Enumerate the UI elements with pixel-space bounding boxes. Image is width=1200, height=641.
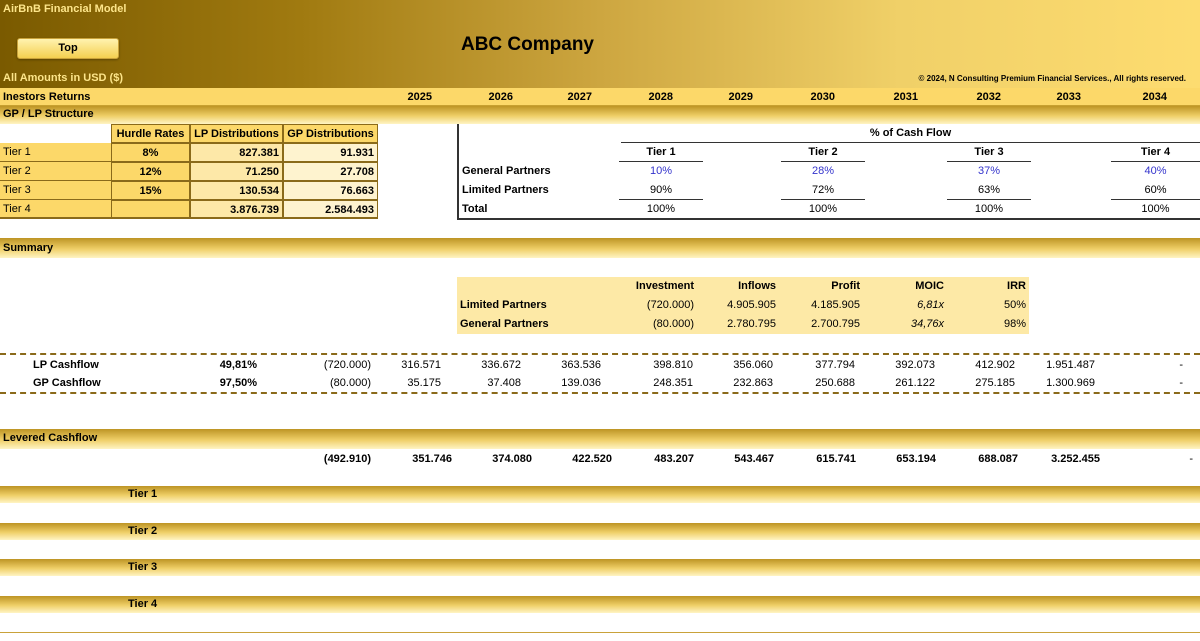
year-label: 2025 xyxy=(407,91,432,103)
summary-header: Investment xyxy=(635,280,694,292)
cashflow-value: - xyxy=(1179,359,1183,371)
tier-section-title: Tier 4 xyxy=(128,598,158,610)
gplp-header-gp: GP Distributions xyxy=(283,124,378,143)
cashflow-tier-header: Tier 4 xyxy=(1111,143,1200,162)
cashflow-value: 250.688 xyxy=(815,377,855,389)
tier-section-title: Tier 1 xyxy=(128,488,158,500)
gplp-lp-dist: 130.534 xyxy=(190,181,283,200)
cashflow-row-label: LP Cashflow xyxy=(33,359,99,371)
company-name: ABC Company xyxy=(460,34,594,55)
year-label: 2028 xyxy=(648,91,673,103)
cashflow-pct-value: 100% xyxy=(1141,203,1170,215)
cashflow-value: 377.794 xyxy=(815,359,855,371)
levered-initial: (492.910) xyxy=(323,453,371,465)
cashflow-value: 248.351 xyxy=(653,377,693,389)
levered-value: 351.746 xyxy=(412,453,452,465)
summary-header: IRR xyxy=(1007,280,1026,292)
partner-cashflow-block xyxy=(0,356,1200,394)
gplp-tier-label: Tier 2 xyxy=(0,162,111,181)
summary-value: (80.000) xyxy=(653,318,694,330)
top-button[interactable]: Top xyxy=(17,38,119,59)
cashflow-row-label: Total xyxy=(462,203,488,215)
cashflow-value: 35.175 xyxy=(407,377,441,389)
summary-header: Profit xyxy=(831,280,860,292)
app-title: AirBnB Financial Model xyxy=(3,3,127,15)
gplp-gp-dist: 76.663 xyxy=(283,181,378,200)
summary-value: 4.905.905 xyxy=(727,299,776,311)
cashflow-value: 139.036 xyxy=(561,377,601,389)
cashflow-pct-value: 63% xyxy=(947,181,1031,200)
gplp-gp-dist: 91.931 xyxy=(283,143,378,162)
cashflow-pct-value: 100% xyxy=(974,203,1004,215)
cashflow-pct-value: 28% xyxy=(811,165,835,177)
levered-value: - xyxy=(1189,453,1193,465)
levered-row xyxy=(0,450,1200,469)
gplp-section-bar xyxy=(0,106,1200,124)
gplp-tier-label: Tier 4 xyxy=(0,200,111,219)
cashflow-value: 1.951.487 xyxy=(1046,359,1095,371)
copyright-notice: © 2024, N Consulting Premium Financial Services., All rights reserved. xyxy=(918,74,1186,83)
cashflow-row-label: General Partners xyxy=(462,165,551,177)
tier-section-bar xyxy=(0,596,1200,613)
cashflow-pct-value: 72% xyxy=(781,181,865,200)
cashflow-irr: 49,81% xyxy=(219,359,257,371)
cashflow-value: - xyxy=(1179,377,1183,389)
summary-header: Inflows xyxy=(738,280,776,292)
cashflow-value: 398.810 xyxy=(653,359,693,371)
years-row-label: Inestors Returns xyxy=(3,91,91,103)
summary-value: 2.700.795 xyxy=(811,318,860,330)
summary-table xyxy=(457,277,1029,334)
cashflow-irr: 97,50% xyxy=(219,377,257,389)
gplp-tier-label: Tier 1 xyxy=(0,143,111,162)
cashflow-row-label: Limited Partners xyxy=(462,184,549,196)
cashflow-pct-value: 40% xyxy=(1144,165,1167,177)
tier-section-title: Tier 2 xyxy=(128,525,158,537)
cashflow-initial: (720.000) xyxy=(323,359,371,371)
levered-section-bar xyxy=(0,429,1200,449)
levered-value: 483.207 xyxy=(654,453,694,465)
gplp-table xyxy=(0,124,378,219)
levered-value: 374.080 xyxy=(492,453,532,465)
cashflow-pct-table xyxy=(457,124,1200,220)
gplp-hurdle xyxy=(111,200,190,219)
summary-value: 4.185.905 xyxy=(811,299,860,311)
levered-value: 3.252.455 xyxy=(1051,453,1100,465)
summary-value: (720.000) xyxy=(646,299,694,311)
levered-value: 422.520 xyxy=(572,453,612,465)
levered-value: 653.194 xyxy=(896,453,936,465)
year-label: 2033 xyxy=(1056,91,1081,103)
gplp-hurdle: 8% xyxy=(111,143,190,162)
cashflow-pct-value: 90% xyxy=(619,181,703,200)
cashflow-tier-header: Tier 1 xyxy=(619,143,703,162)
cashflow-value: 316.571 xyxy=(401,359,441,371)
years-header-row xyxy=(0,88,1200,106)
tier-section-bar xyxy=(0,523,1200,540)
gplp-section-title: GP / LP Structure xyxy=(3,108,94,120)
summary-value: 34,76x xyxy=(910,318,944,330)
cashflow-pct-value: 37% xyxy=(977,165,1001,177)
cashflow-row-label: GP Cashflow xyxy=(33,377,101,389)
gplp-lp-dist: 71.250 xyxy=(190,162,283,181)
gplp-hurdle: 15% xyxy=(111,181,190,200)
levered-value: 543.467 xyxy=(734,453,774,465)
currency-note: All Amounts in USD ($) xyxy=(3,72,123,84)
cashflow-value: 412.902 xyxy=(975,359,1015,371)
cashflow-value: 1.300.969 xyxy=(1046,377,1095,389)
cashflow-value: 356.060 xyxy=(733,359,773,371)
year-label: 2034 xyxy=(1142,91,1167,103)
cashflow-value: 37.408 xyxy=(487,377,521,389)
cashflow-value: 275.185 xyxy=(975,377,1015,389)
gplp-header-hurdle: Hurdle Rates xyxy=(111,124,190,143)
year-label: 2029 xyxy=(728,91,753,103)
cashflow-value: 392.073 xyxy=(895,359,935,371)
gplp-gp-dist: 27.708 xyxy=(283,162,378,181)
year-label: 2026 xyxy=(488,91,513,103)
divider xyxy=(0,392,1200,394)
year-label: 2031 xyxy=(893,91,918,103)
summary-row-label: General Partners xyxy=(460,318,549,330)
cashflow-initial: (80.000) xyxy=(330,377,371,389)
levered-section-title: Levered Cashflow xyxy=(3,432,98,444)
year-label: 2027 xyxy=(567,91,592,103)
summary-header: MOIC xyxy=(915,280,944,292)
tier-section-bar xyxy=(0,559,1200,576)
cashflow-tier-header: Tier 2 xyxy=(781,143,865,162)
levered-value: 688.087 xyxy=(978,453,1018,465)
cashflow-pct-value: 100% xyxy=(808,203,838,215)
year-label: 2030 xyxy=(810,91,835,103)
gplp-hurdle: 12% xyxy=(111,162,190,181)
bottom-border xyxy=(0,632,1200,633)
cashflow-pct-title: % of Cash Flow xyxy=(621,124,1200,143)
gplp-lp-dist: 827.381 xyxy=(190,143,283,162)
summary-value: 2.780.795 xyxy=(727,318,776,330)
cashflow-tier-header: Tier 3 xyxy=(947,143,1031,162)
cashflow-value: 232.863 xyxy=(733,377,773,389)
summary-row-label: Limited Partners xyxy=(460,299,547,311)
gplp-gp-dist: 2.584.493 xyxy=(283,200,378,219)
divider xyxy=(0,353,1200,355)
gplp-tier-label: Tier 3 xyxy=(0,181,111,200)
levered-value: 615.741 xyxy=(816,453,856,465)
summary-value: 98% xyxy=(1003,318,1026,330)
tier-section-bar xyxy=(0,486,1200,503)
summary-value: 50% xyxy=(1003,299,1026,311)
summary-value: 6,81x xyxy=(917,299,944,311)
cashflow-value: 336.672 xyxy=(481,359,521,371)
gplp-header-lp: LP Distributions xyxy=(190,124,283,143)
summary-section-title: Summary xyxy=(3,242,54,254)
summary-section-bar xyxy=(0,238,1200,258)
cashflow-pct-value: 10% xyxy=(649,165,673,177)
cashflow-pct-value: 100% xyxy=(646,203,676,215)
cashflow-pct-value: 60% xyxy=(1111,181,1200,200)
year-label: 2032 xyxy=(976,91,1001,103)
tier-section-title: Tier 3 xyxy=(128,561,158,573)
gplp-lp-dist: 3.876.739 xyxy=(190,200,283,219)
cashflow-value: 363.536 xyxy=(561,359,601,371)
cashflow-value: 261.122 xyxy=(895,377,935,389)
